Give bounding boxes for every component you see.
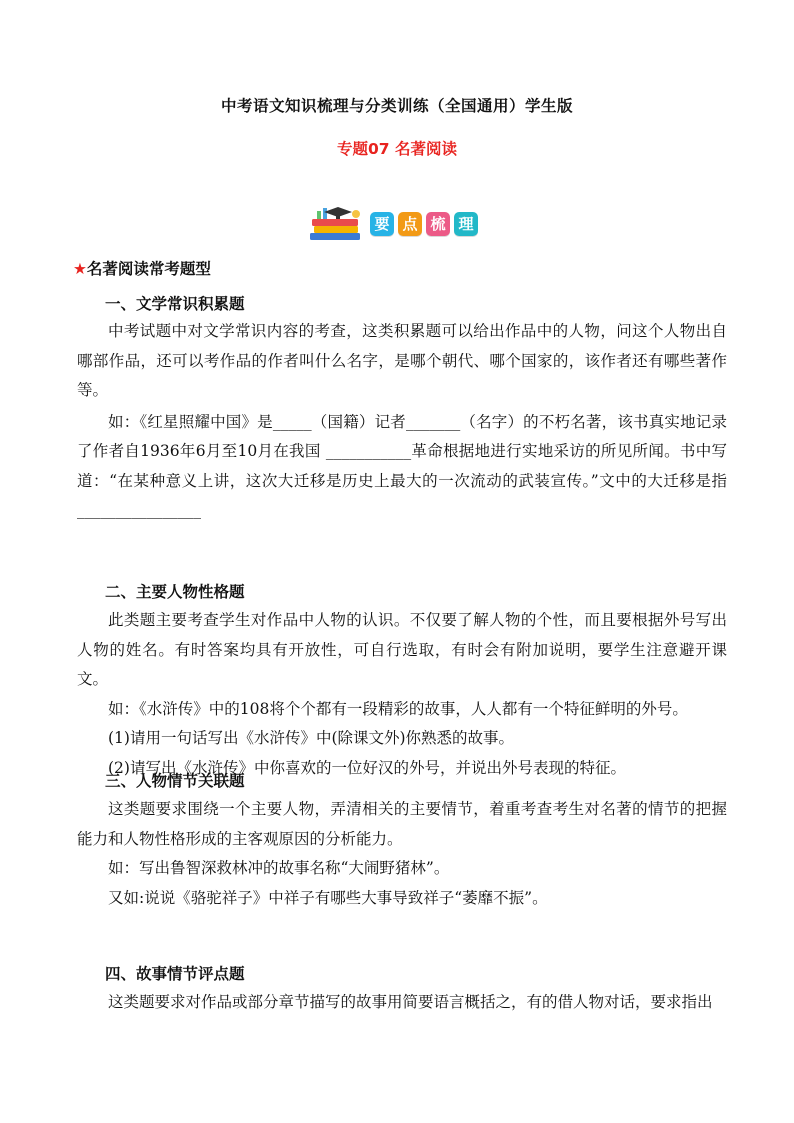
example-line: 又如:说说《骆驼祥子》中祥子有哪些大事导致祥子“萎靡不振”。	[108, 888, 548, 907]
section-4-body	[77, 988, 727, 1018]
banner-tile: 要	[370, 212, 394, 236]
section-3-body	[77, 795, 727, 913]
heading-character-plot: 三、人物情节关联题	[105, 772, 245, 790]
key-points-banner	[308, 205, 484, 243]
section-heading	[73, 257, 211, 279]
banner-tile: 梳	[426, 212, 450, 236]
paragraph: 这类题要求对作品或部分章节描写的故事用简要语言概括之，有的借人物对话，要求指出	[108, 993, 713, 1011]
star-icon: ★	[73, 260, 87, 278]
topic-subtitle: 专题07 名著阅读	[337, 140, 457, 158]
document-title: 中考语文知识梳理与分类训练（全国通用）学生版	[220, 97, 573, 115]
section-heading-text: 名著阅读常考题型	[86, 260, 211, 278]
heading-character-personality: 二、主要人物性格题	[105, 583, 245, 601]
section-1-body	[77, 317, 727, 526]
paragraph: 此类题主要考查学生对作品中人物的认识。不仅要了解人物的个性，而且要根据外号写出人物的姓名。有时答案均具有开放性，可自行选取，有时会有附加说明，要学生注意避开课文。	[77, 611, 727, 688]
example-line: 如：《水浒传》中的108将个个都有一段精彩的故事，人人都有一个特征鲜明的外号。	[108, 699, 688, 718]
books-icon	[308, 205, 364, 243]
heading-plot-commentary: 四、故事情节评点题	[105, 965, 245, 983]
paragraph: 中考试题中对文学常识内容的考查，这类积累题可以给出作品中的人物，问这个人物出自哪部作品，还可以考作品的作者叫什么名字，是哪个朝代、哪个国家的，该作者还有哪些著作等。	[77, 322, 727, 399]
question-line: (1)请用一句话写出《水浒传》中(除课文外)你熟悉的故事。	[108, 729, 515, 747]
section-2-body	[77, 606, 727, 783]
heading-literary-knowledge: 一、文学常识积累题	[105, 295, 245, 313]
question-line: (2)请写出《水浒传》中你喜欢的一位好汉的外号，并说出外号表现的特征。	[108, 758, 626, 777]
banner-tiles	[370, 212, 478, 236]
example-line: 如：写出鲁智深救林冲的故事名称“大闹野猪林”。	[108, 859, 450, 877]
banner-tile: 点	[398, 212, 422, 236]
paragraph-example: 如：《红星照耀中国》是_____（国籍）记者_______（名字）的不朽名著，该书真实地记录了作者自1936年6月至10月在我国 ___________革命根据地进行实地采访的所见所闻。书中写道：“在某种意义上讲，这次大迁移是历史上最大的一次流动的武装宣传。”文中的大迁移是指________________	[77, 412, 727, 519]
banner-tile: 理	[454, 212, 478, 236]
paragraph: 这类题要求围绕一个主要人物，弄清相关的主要情节，着重考查考生对名著的情节的把握能力和人物性格形成的主客观原因的分析能力。	[77, 800, 727, 848]
